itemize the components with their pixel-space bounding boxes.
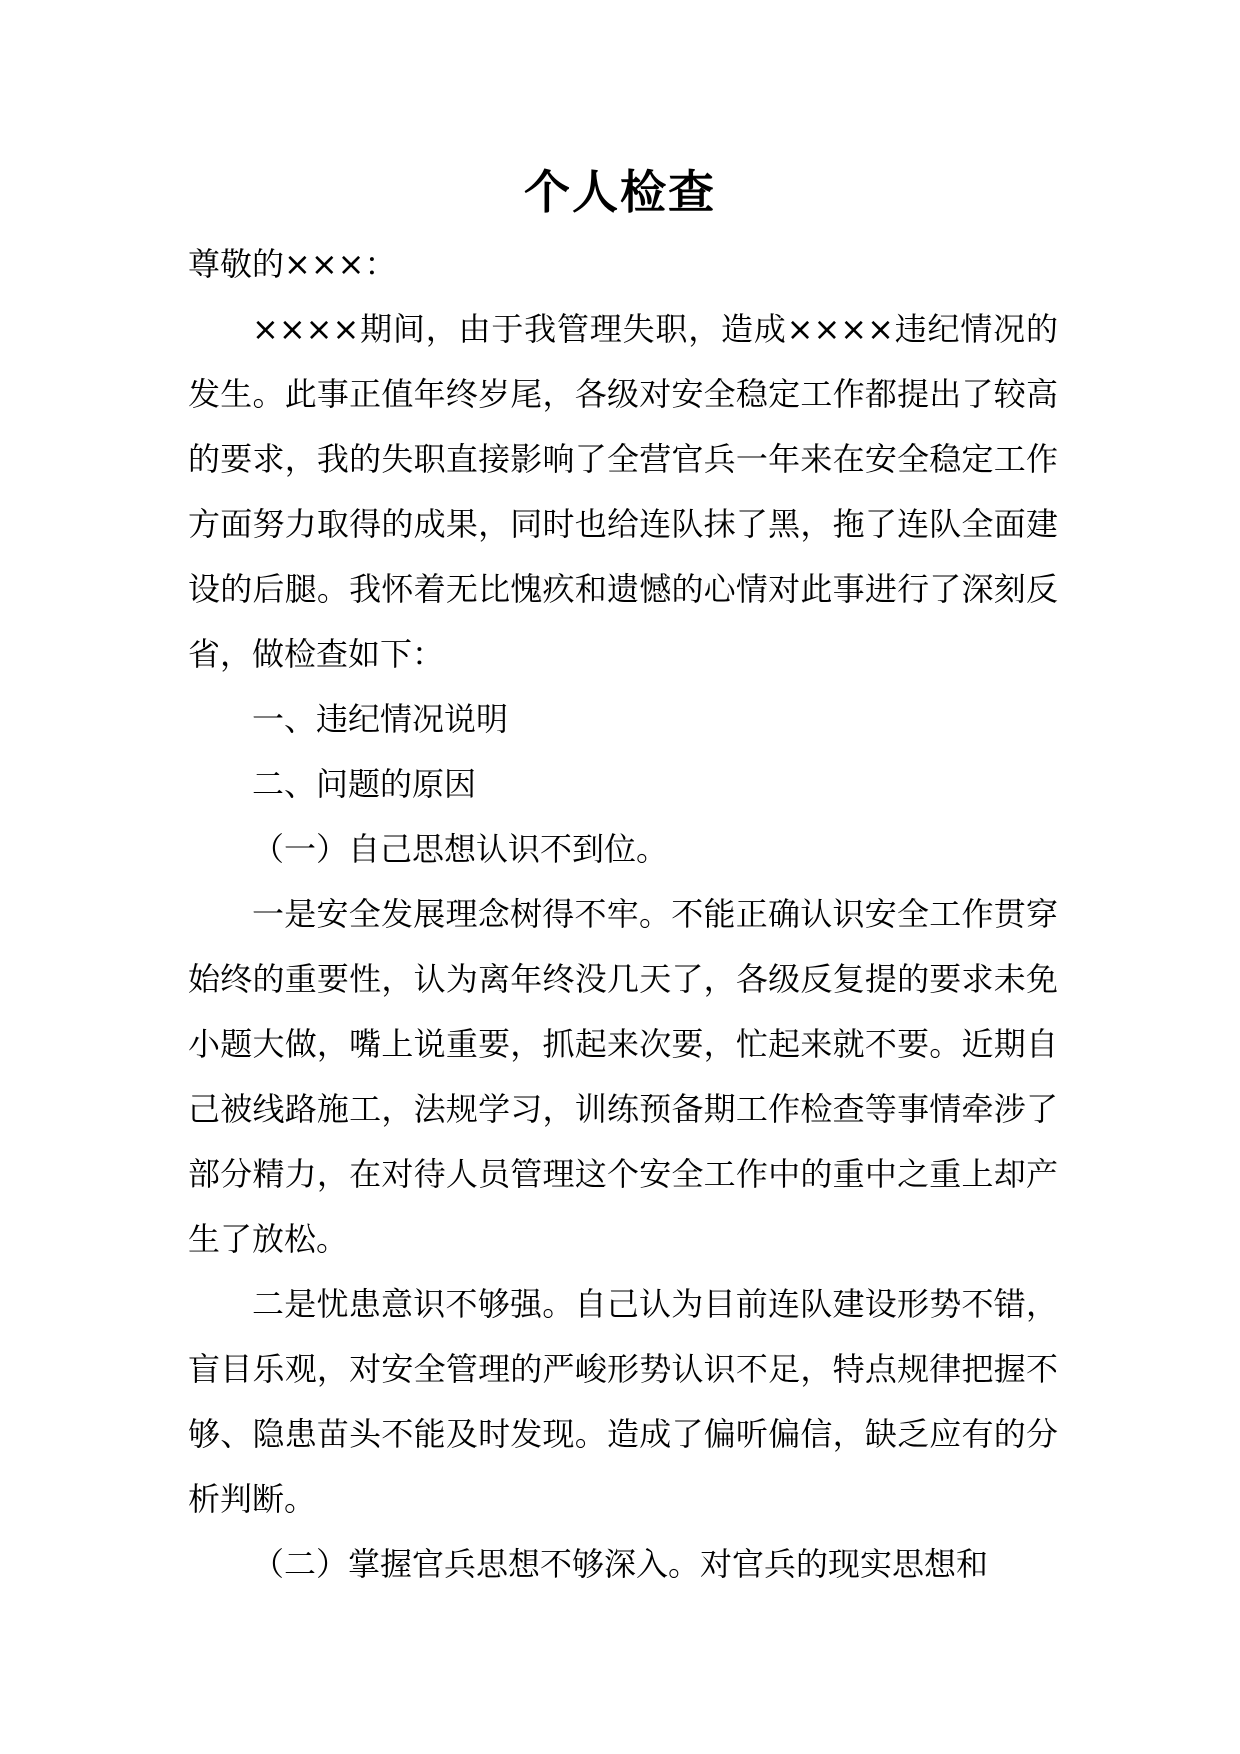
paragraph-intro: ××××期间，由于我管理失职，造成××××违纪情况的发生。此事正值年终岁尾，各级对安全稳定工作都提出了较高的要求，我的失职直接影响了全营官兵一年来在安全稳定工作方面努力取得的成果，同时也给连队抹了黑，拖了连队全面建设的后腿。我怀着无比愧疚和遗憾的心情对此事进行了深刻反省，做检查如下： bbox=[188, 310, 1058, 673]
document-title: 个人检查 bbox=[524, 165, 716, 219]
salutation: 尊敬的×××： bbox=[188, 245, 397, 283]
document-body bbox=[188, 232, 1058, 1597]
section-heading-2: 二、问题的原因 bbox=[252, 765, 477, 803]
subsection-heading-1: （一）自己思想认识不到位。 bbox=[252, 830, 669, 868]
subsection-heading-2: （二）掌握官兵思想不够深入。对官兵的现实思想和 bbox=[252, 1545, 989, 1583]
paragraph-point-1: 一是安全发展理念树得不牢。不能正确认识安全工作贯穿始终的重要性，认为离年终没几天了，各级反复提的要求未免小题大做，嘴上说重要，抓起来次要，忙起来就不要。近期自己被线路施工，法规学习，训练预备期工作检查等事情牵涉了部分精力，在对待人员管理这个安全工作中的重中之重上却产生了放松。 bbox=[188, 895, 1058, 1258]
paragraph-point-2: 二是忧患意识不够强。自己认为目前连队建设形势不错，盲目乐观，对安全管理的严峻形势认识不足，特点规律把握不够、隐患苗头不能及时发现。造成了偏听偏信，缺乏应有的分析判断。 bbox=[188, 1285, 1058, 1518]
section-heading-1: 一、违纪情况说明 bbox=[252, 700, 509, 738]
